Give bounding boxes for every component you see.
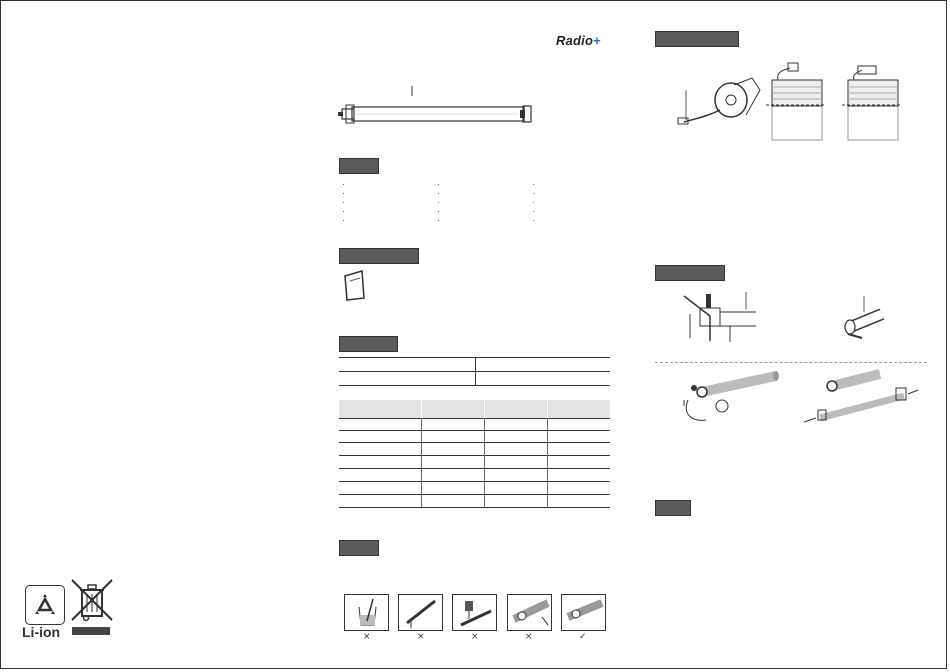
usage-mark-3: × bbox=[471, 632, 479, 642]
motor-insertion-illustration bbox=[672, 370, 782, 430]
tubular-motor-drawing bbox=[338, 86, 538, 126]
section-tab-features bbox=[339, 158, 379, 174]
manual-booklet-icon bbox=[342, 268, 368, 302]
li-ion-label: Li-ion bbox=[22, 624, 61, 640]
section-tab-wiring bbox=[655, 31, 739, 47]
brand-logo: Radio+ bbox=[556, 33, 601, 48]
usage-mark-4: × bbox=[525, 632, 533, 642]
section-tab-warnings bbox=[339, 540, 379, 556]
crossed-out-bin-icon bbox=[70, 578, 114, 624]
correct-handling-icon bbox=[561, 594, 606, 631]
motor-wiring-illustration bbox=[668, 60, 928, 150]
warning-water-icon bbox=[344, 594, 389, 631]
warning-bend-icon bbox=[398, 594, 443, 631]
usage-mark-2: × bbox=[417, 632, 425, 642]
section-tab-notes bbox=[655, 500, 691, 516]
section-tab-specs bbox=[339, 336, 398, 352]
usage-mark-1: × bbox=[363, 632, 371, 642]
tube-assembly-illustration bbox=[796, 370, 926, 430]
warning-impact-icon bbox=[507, 594, 552, 631]
recycle-icon bbox=[25, 585, 65, 625]
tube-end-illustration bbox=[838, 294, 888, 344]
usage-mark-5: ✓ bbox=[579, 632, 587, 642]
section-tab-package bbox=[339, 248, 419, 264]
warning-drill-icon bbox=[452, 594, 497, 631]
bracket-mount-illustration bbox=[670, 286, 760, 346]
weee-bar bbox=[72, 627, 110, 635]
divider-dashed bbox=[655, 362, 927, 363]
section-tab-installation bbox=[655, 265, 725, 281]
